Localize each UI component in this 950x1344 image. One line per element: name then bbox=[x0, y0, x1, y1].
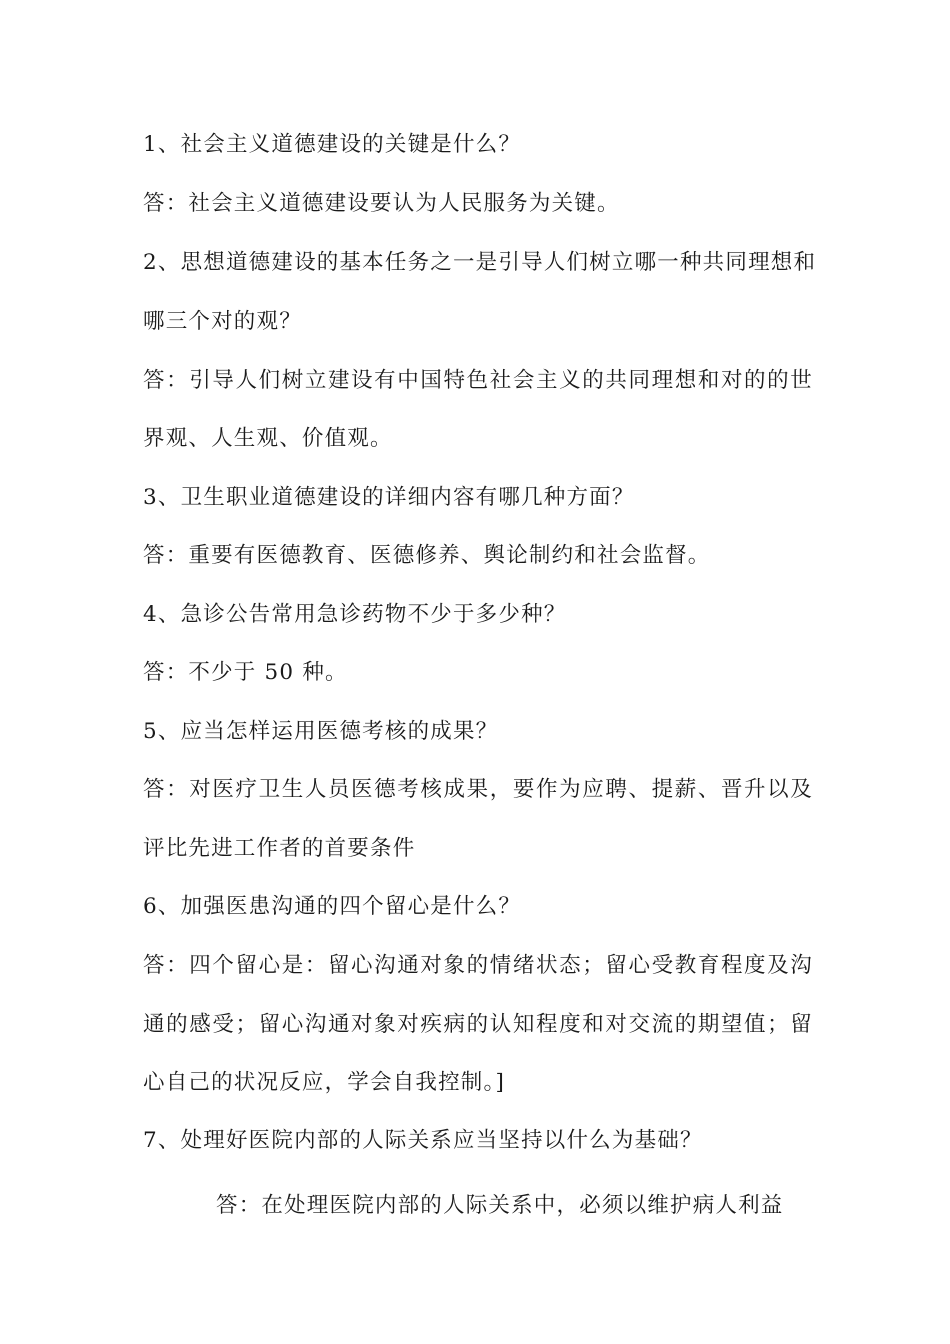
question-1: 1、社会主义道德建设的关键是什么？ bbox=[143, 132, 522, 157]
answer-6-line-2: 通的感受；留心沟通对象对疾病的认知程度和对交流的期望值；留 bbox=[143, 1012, 813, 1037]
question-5: 5、应当怎样运用医德考核的成果？ bbox=[143, 719, 499, 744]
question-2-line-2: 哪三个对的观？ bbox=[143, 309, 302, 334]
question-7: 7、处理好医院内部的人际关系应当坚持以什么为基础？ bbox=[143, 1128, 703, 1153]
question-3: 3、卫生职业道德建设的详细内容有哪几种方面？ bbox=[143, 485, 635, 510]
answer-3: 答：重要有医德教育、医德修养、舆论制约和社会监督。 bbox=[143, 543, 711, 568]
answer-6-line-3: 心自己的状况反应，学会自我控制。] bbox=[143, 1070, 506, 1095]
question-6: 6、加强医患沟通的四个留心是什么？ bbox=[143, 894, 522, 919]
question-2-line-1: 2、思想道德建设的基本任务之一是引导人们树立哪一种共同理想和 bbox=[143, 250, 817, 275]
answer-2-line-2: 界观、人生观、价值观。 bbox=[143, 426, 393, 451]
answer-6-line-1: 答：四个留心是：留心沟通对象的情绪状态；留心受教育程度及沟 bbox=[143, 953, 813, 978]
answer-5-line-1: 答：对医疗卫生人员医德考核成果，要作为应聘、提薪、晋升以及 bbox=[143, 777, 813, 802]
answer-4: 答：不少于 50 种。 bbox=[143, 660, 348, 685]
answer-5-line-2: 评比先进工作者的首要条件 bbox=[143, 836, 416, 861]
answer-1: 答：社会主义道德建设要认为人民服务为关键。 bbox=[143, 191, 620, 216]
answer-2-line-1: 答：引导人们树立建设有中国特色社会主义的共同理想和对的的世 bbox=[143, 368, 813, 393]
answer-7: 答：在处理医院内部的人际关系中，必须以维护病人利益 bbox=[216, 1193, 784, 1218]
question-4: 4、急诊公告常用急诊药物不少于多少种？ bbox=[143, 602, 567, 627]
